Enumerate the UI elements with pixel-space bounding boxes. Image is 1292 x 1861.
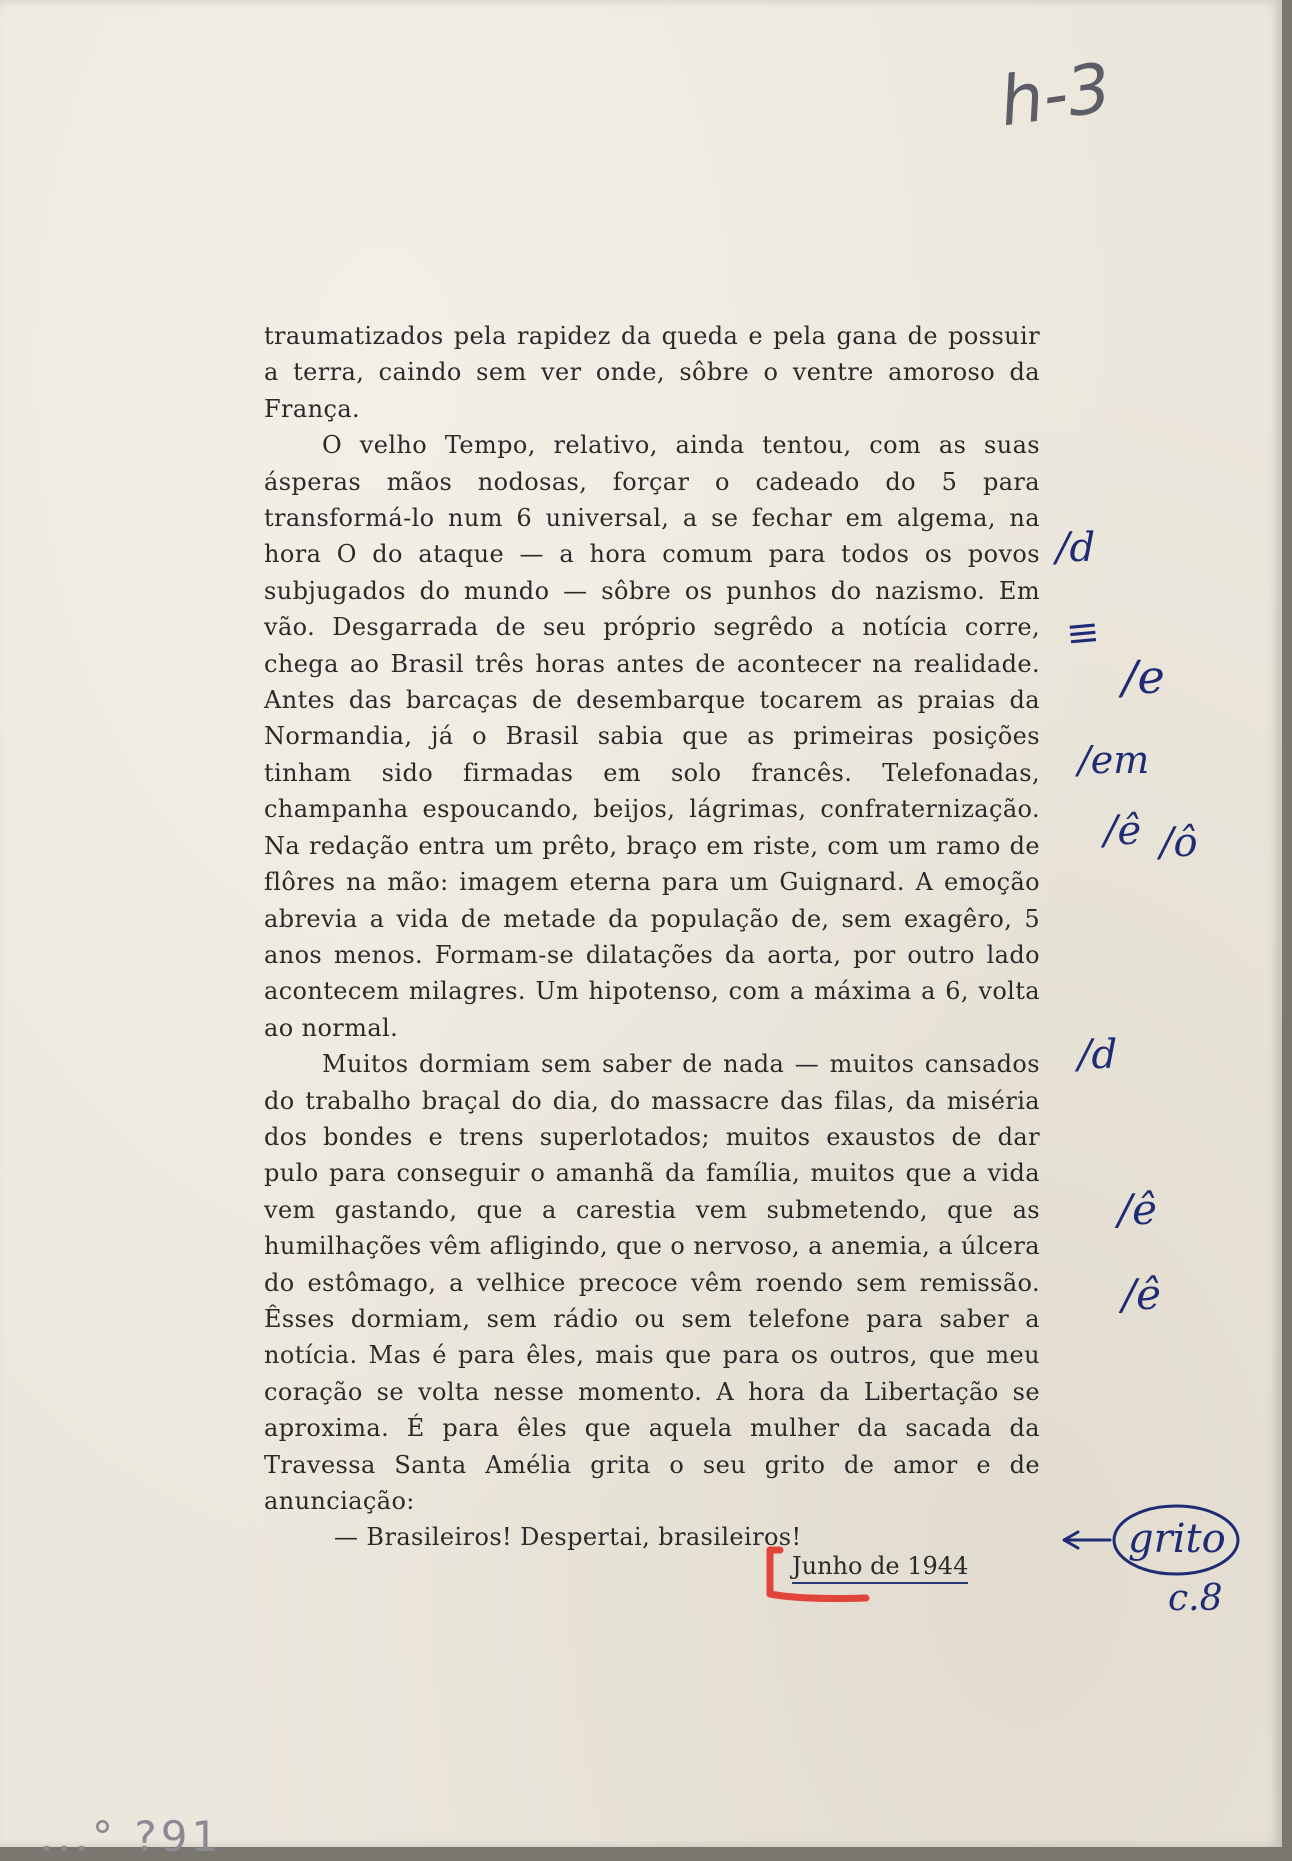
margin-mark-6: /ô [1160, 820, 1198, 866]
paragraph-1: traumatizados pela rapidez da queda e pela gana de possuir a terra, caindo sem ver onde, sôbre o ventre amoroso da França. [264, 322, 1040, 423]
margin-mark-2: ≡ [1064, 608, 1102, 658]
grito-word: grito [1128, 1516, 1226, 1562]
margin-mark-4: /em [1078, 738, 1150, 782]
margin-mark-7: /d [1078, 1032, 1118, 1078]
date-signature: Junho de 1944 [792, 1552, 968, 1584]
body-text [264, 318, 1040, 1556]
grito-annotation [1058, 1500, 1248, 1620]
paragraph-4: — Brasileiros! Despertai, brasileiros! [334, 1523, 802, 1552]
page-number-annotation: h-3 [995, 48, 1116, 143]
bottom-scribble: ...° ?91 [40, 1812, 223, 1861]
margin-mark-9: /ê [1122, 1270, 1162, 1319]
paragraph-3: Muitos dormiam sem saber de nada — muitos cansados do trabalho braçal do dia, do massacre das filas, da miséria dos bondes e trens superlotados; muitos exaustos de dar pulo para conseguir o amanhã da família, muitos que a vida vem gastando, que a carestia vem submetendo, que as humilhações vêm afligindo, que o nervoso, a anemia, a úlcera do estômago, a velhice precoce vêm roendo sem remissão. Êsses dormiam, sem rádio ou sem telefone para saber a notícia. Mas é para êles, mais que para os outros, que meu coração se volta nesse momento. A hora da Libertação se aproxima. É para êles que aquela mulher da sacada da Travessa Santa Amélia grita o seu grito de amor e de anunciação: [264, 1050, 1040, 1515]
margin-mark-1: /d [1056, 525, 1096, 571]
paragraph-2: O velho Tempo, relativo, ainda tentou, com as suas ásperas mãos nodosas, forçar o cadeado do 5 para transformá-lo num 6 universal, a se fechar em algema, na hora O do ataque — a hora comum para todos os povos subjugados do mundo — sôbre os punhos do nazismo. Em vão. Desgarrada de seu próprio segrêdo a notícia corre, chega ao Brasil três horas antes de acontecer na realidade. Antes das barcaças de desembarque tocarem as praias da Normandia, já o Brasil sabia que as primeiras posições tinham sido firmadas em solo francês. Telefonadas, champanha espoucando, beijos, lágrimas, confraternização. Na redação entra um prêto, braço em riste, com um ramo de flôres na mão: imagem eterna para um Guignard. A emoção abrevia a vida de metade da população de, sem exagêro, 5 anos menos. Formam-se dilatações da aorta, por outro lado acontecem milagres. Um hipotenso, com a máxima a 6, volta ao normal. [264, 431, 1040, 1042]
margin-mark-8: /ê [1118, 1185, 1158, 1234]
margin-mark-5: /ê [1104, 808, 1142, 854]
grito-code: c.8 [1168, 1578, 1223, 1619]
margin-mark-3: /e [1122, 650, 1165, 704]
